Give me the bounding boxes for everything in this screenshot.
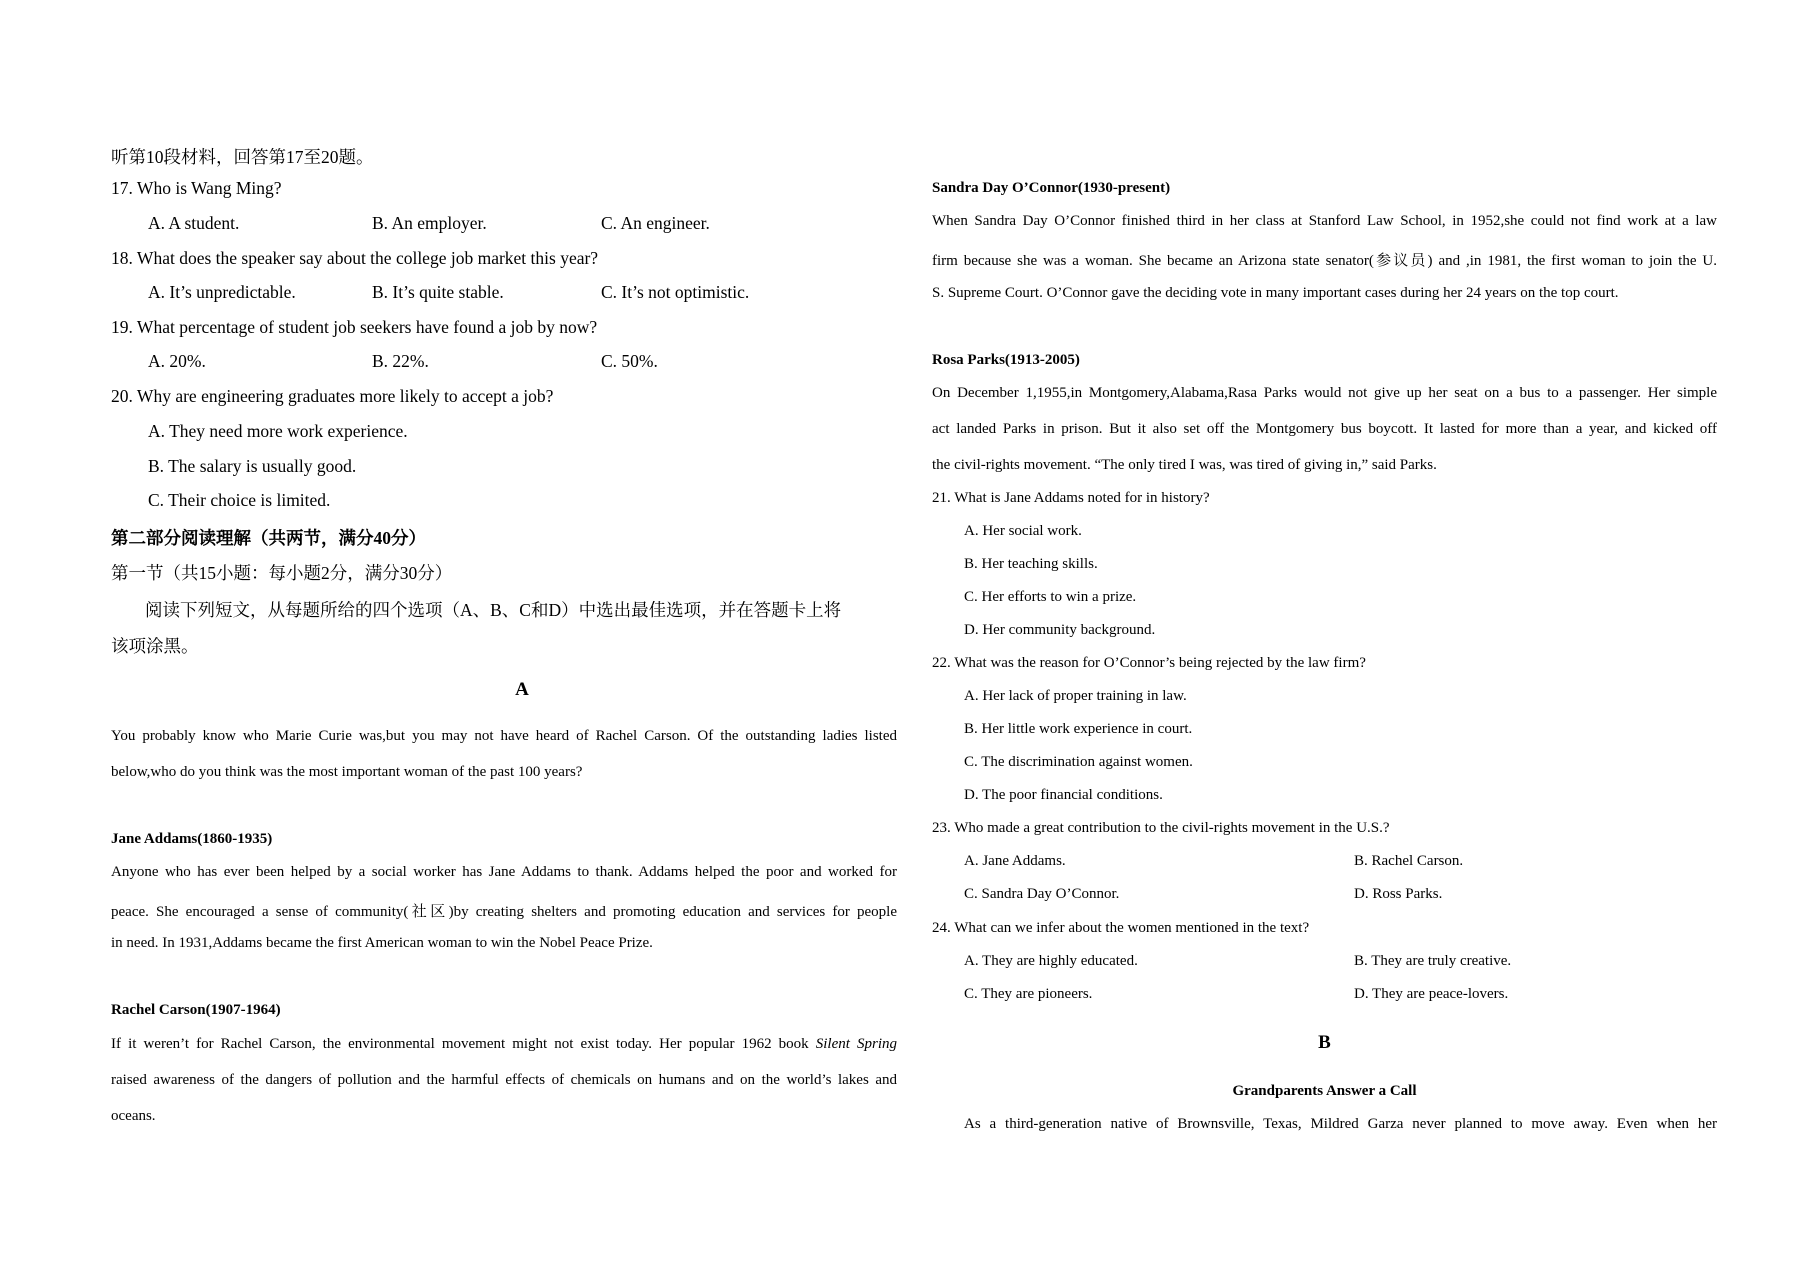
q22-stem: 22. What was the reason for O’Connor’s being rejected by the law firm? [932, 655, 1366, 671]
q20-stem: 20. Why are engineering graduates more likely to accept a job? [111, 386, 554, 406]
instruction-line2: 该项涂黑。 [111, 636, 199, 656]
passage-b-line1: As a third-generation native of Brownsville, Texas, Mildred Garza never planned to move away. Even when her [964, 1116, 1717, 1132]
q21-option-c: C. Her efforts to win a prize. [964, 589, 1137, 605]
passage-a-letter: A [515, 679, 529, 700]
q24-option-d: D. They are peace-lovers. [1354, 986, 1509, 1002]
q19-option-b: B. 22%. [372, 351, 429, 371]
q20-option-a: A. They need more work experience. [148, 421, 408, 441]
q22-option-a: A. Her lack of proper training in law. [964, 688, 1187, 704]
parks-line1: On December 1,1955,in Montgomery,Alabama,Rasa Parks would not give up her seat on a bus to a passenger. Her simple [932, 385, 1717, 401]
oconnor-line3: S. Supreme Court. O’Connor gave the deciding vote in many important cases during her 24 years on the top court. [932, 285, 1619, 301]
section1-title: 第一节（共15小题：每小题2分，满分30分） [111, 563, 453, 583]
parks-heading: Rosa Parks(1913-2005) [932, 352, 1080, 368]
carson-line1 [111, 1036, 897, 1053]
q18-option-b: B. It’s quite stable. [372, 282, 504, 302]
part2-title: 第二部分阅读理解（共两节，满分40分） [111, 528, 426, 548]
q23-option-c: C. Sandra Day O’Connor. [964, 886, 1120, 902]
q24-option-b: B. They are truly creative. [1354, 953, 1512, 969]
q23-stem: 23. Who made a great contribution to the civil-rights movement in the U.S.? [932, 820, 1390, 836]
q21-option-d: D. Her community background. [964, 622, 1156, 638]
instruction-line1: 阅读下列短文，从每题所给的四个选项（A、B、C和D）中选出最佳选项，并在答题卡上将 [145, 600, 842, 620]
q19-stem: 19. What percentage of student job seekers have found a job by now? [111, 317, 598, 337]
q19-option-c: C. 50%. [601, 351, 658, 371]
addams-line1: Anyone who has ever been helped by a social worker has Jane Addams to thank. Addams helped the poor and worked for [111, 864, 897, 880]
q18-option-a: A. It’s unpredictable. [148, 282, 296, 302]
q23-option-d: D. Ross Parks. [1354, 886, 1443, 902]
oconnor-line1: When Sandra Day O’Connor finished third in her class at Stanford Law School, in 1952,she could not find work at a law [932, 213, 1717, 229]
carson-line2: raised awareness of the dangers of pollution and the harmful effects of chemicals on humans and on the world’s lakes and [111, 1072, 897, 1088]
carson-line1-text: If it weren’t for Rachel Carson, the environmental movement might not exist today. Her popular 1962 book [111, 1036, 816, 1052]
passage-b-letter: B [1318, 1032, 1331, 1053]
q17-option-a: A. A student. [148, 213, 240, 233]
q17-stem: 17. Who is Wang Ming? [111, 178, 282, 198]
q22-option-d: D. The poor financial conditions. [964, 787, 1163, 803]
intro-paragraph-line1: You probably know who Marie Curie was,but you may not have heard of Rachel Carson. Of the outstanding ladies listed [111, 728, 897, 744]
q17-option-c: C. An engineer. [601, 213, 710, 233]
addams-line2: peace. She encouraged a sense of community(社区)by creating shelters and promoting education and services for people [111, 904, 897, 920]
q17-option-b: B. An employer. [372, 213, 487, 233]
q18-option-c: C. It’s not optimistic. [601, 282, 750, 302]
q21-stem: 21. What is Jane Addams noted for in history? [932, 490, 1210, 506]
addams-heading: Jane Addams(1860-1935) [111, 831, 273, 847]
q18-stem: 18. What does the speaker say about the college job market this year? [111, 248, 599, 268]
listening-intro: 听第10段材料，回答第17至20题。 [111, 147, 374, 167]
q20-option-b: B. The salary is usually good. [148, 456, 357, 476]
book-title: Silent Spring [815, 1036, 897, 1052]
carson-line3: oceans. [111, 1108, 156, 1124]
oconnor-heading: Sandra Day O’Connor(1930-present) [932, 180, 1171, 196]
q23-option-b: B. Rachel Carson. [1354, 853, 1464, 869]
q20-option-c: C. Their choice is limited. [148, 490, 331, 510]
carson-heading: Rachel Carson(1907-1964) [111, 1002, 281, 1018]
q24-option-a: A. They are highly educated. [964, 953, 1138, 969]
q21-option-b: B. Her teaching skills. [964, 556, 1098, 572]
parks-line3: the civil-rights movement. “The only tired I was, was tired of giving in,” said Parks. [932, 457, 1437, 473]
q21-option-a: A. Her social work. [964, 523, 1082, 539]
addams-line3: in need. In 1931,Addams became the first American woman to win the Nobel Peace Prize. [111, 935, 653, 951]
q19-option-a: A. 20%. [148, 351, 206, 371]
q23-option-a: A. Jane Addams. [964, 853, 1066, 869]
parks-line2: act landed Parks in prison. But it also set off the Montgomery bus boycott. It lasted for more than a year, and kicked off [932, 421, 1717, 437]
oconnor-line2: firm because she was a woman. She became an Arizona state senator(参议员) and ,in 1981, the first woman to join the U. [932, 253, 1717, 269]
passage-b-title: Grandparents Answer a Call [1232, 1083, 1417, 1099]
intro-paragraph-line2: below,who do you think was the most important woman of the past 100 years? [111, 764, 583, 780]
q24-option-c: C. They are pioneers. [964, 986, 1093, 1002]
q22-option-c: C. The discrimination against women. [964, 754, 1193, 770]
q22-option-b: B. Her little work experience in court. [964, 721, 1193, 737]
q24-stem: 24. What can we infer about the women mentioned in the text? [932, 920, 1310, 936]
